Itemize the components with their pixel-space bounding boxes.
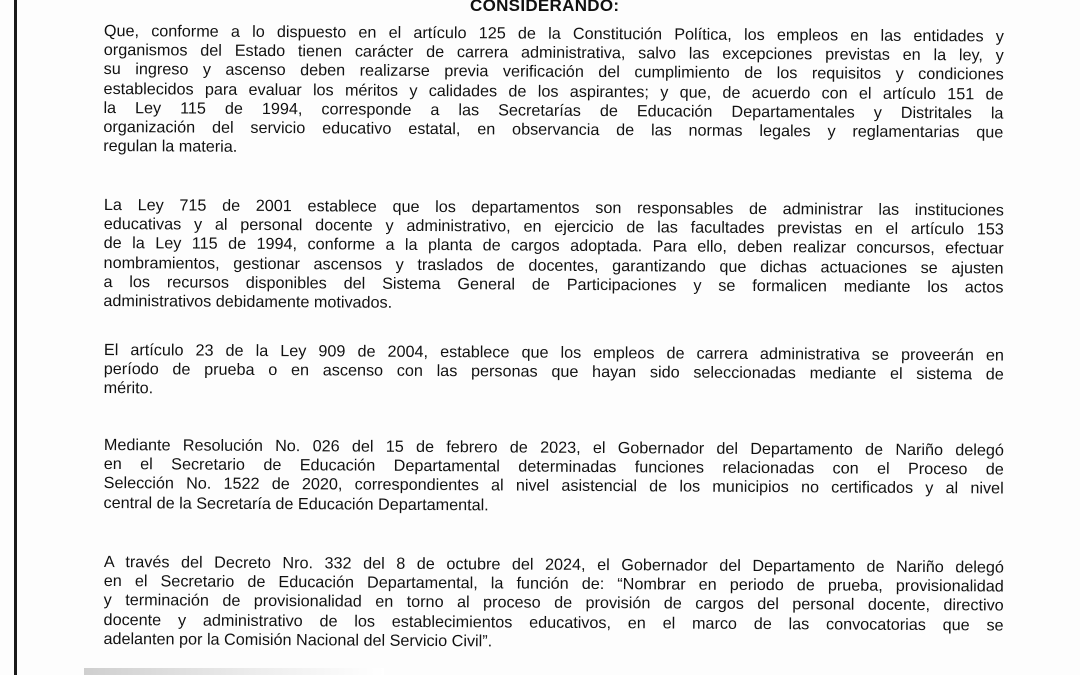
paragraph-line: educativas y al personal docente y administrativo, en ejercicio de las facultades previstas en el artículo 153 (103, 215, 1004, 239)
paragraph-line: docente y administrativo de los establecimientos educativos, en el marco de las convocatorias que se (103, 610, 1004, 635)
paragraph-line: Selección No. 1522 de 2020, correspondientes al nivel asistencial de los municipios no certificados y al nivel (103, 474, 1004, 498)
paragraph-2 (103, 196, 1004, 317)
paragraph-line: en el Secretario de Educación Departamental determinadas funciones relacionadas con el Proceso de (103, 455, 1004, 479)
paragraph-line: organismos del Estado tienen carácter de carrera administrativa, salvo las excepciones previstas en la ley, y (103, 41, 1004, 65)
paragraph-line: y terminación de provisionalidad en torno al proceso de provisión de cargos del personal docente, directivo (103, 591, 1004, 615)
paragraph-line: período de prueba o en ascenso con las personas que hayan sido seleccionadas mediante el sistema de (103, 360, 1004, 384)
paragraph-5 (103, 553, 1004, 655)
paragraph-line: organización del servicio educativo estatal, en observancia de las normas legales y reglamentarias que (103, 118, 1004, 142)
paragraph-line: central de la Secretaría de Educación Departamental. (103, 493, 489, 514)
paragraph-line: de la Ley 115 de 1994, conforme a la planta de cargos adoptada. Para ello, deben realizar concursos, efectuar (103, 234, 1004, 258)
paragraph-line: Que, conforme a lo dispuesto en el artículo 125 de la Constitución Política, los empleos en las entidades y (103, 22, 1004, 46)
paragraph-3 (104, 341, 1004, 404)
paragraph-line: Mediante Resolución No. 026 del 15 de febrero de 2023, el Gobernador del Departamento de Nariño delegó (103, 436, 1004, 460)
paragraph-line: regulan la materia. (103, 137, 238, 157)
paragraph-line: A través del Decreto Nro. 332 del 8 de octubre del 2024, el Gobernador del Departamento de Nariño delegó (103, 553, 1004, 577)
paragraph-line: administrativos debidamente motivados. (103, 292, 393, 312)
paragraph-line: en el Secretario de Educación Departamental, la función de: “Nombrar en periodo de prueba, provisionalidad (103, 572, 1004, 596)
paragraph-line: su ingreso y ascenso deben realizarse previa verificación del cumplimiento de los requisitos y condiciones (103, 60, 1004, 84)
paragraph-line: a los recursos disponibles del Sistema General de Participaciones y se formalicen mediante los actos (103, 272, 1004, 297)
paragraph-line: la Ley 115 de 1994, corresponde a las Secretarías de Educación Departamentales y Distritales la (103, 98, 1004, 123)
paragraph-line: mérito. (103, 379, 154, 398)
section-heading: CONSIDERANDO: (470, 0, 620, 15)
paragraph-line: La Ley 715 de 2001 establece que los departamentos son responsables de administrar las instituciones (103, 196, 1004, 220)
paragraph-line: nombramientos, gestionar ascensos y traslados de docentes, garantizando que dichas actuaciones se ajusten (103, 253, 1004, 278)
paragraph-line: adelanten por la Comisión Nacional del Servicio Civil”. (103, 629, 493, 651)
paragraph-1 (103, 22, 1004, 162)
scan-smudge (84, 668, 384, 675)
paragraph-line: El artículo 23 de la Ley 909 de 2004, establece que los empleos de carrera administrativa se proveerán en (103, 341, 1004, 365)
page-left-border (14, 0, 17, 675)
paragraph-4 (104, 436, 1004, 518)
paragraph-line: establecidos para evaluar los méritos y calidades de los aspirantes; y que, de acuerdo con el artículo 151 de (103, 79, 1004, 104)
